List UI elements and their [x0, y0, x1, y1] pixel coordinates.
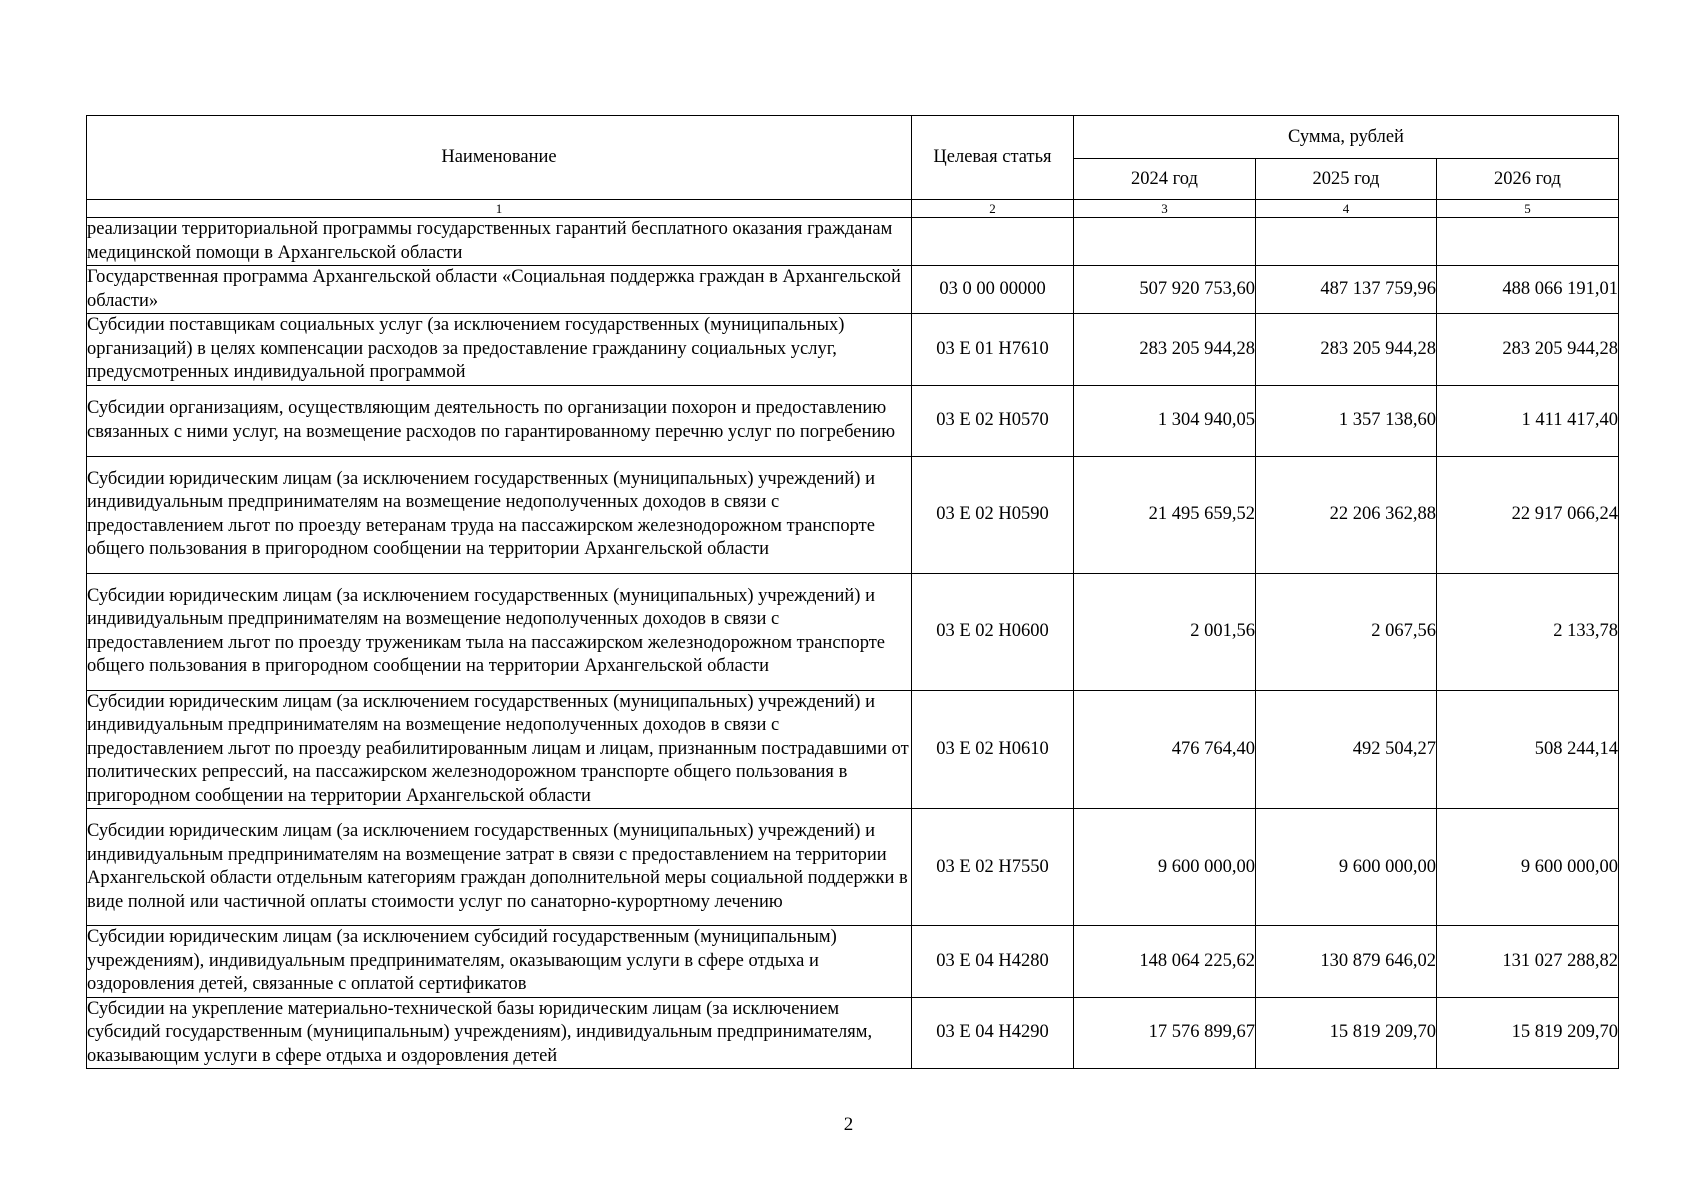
row-amount-2026 — [1437, 218, 1619, 266]
row-name: Субсидии поставщикам социальных услуг (за исключением государственных (муниципальных) организаций) в целях компенсации расходов за предоставление гражданину социальных услуг, предусмотренных индивидуальной программой — [87, 314, 912, 386]
row-name: Субсидии юридическим лицам (за исключением государственных (муниципальных) учреждений) и индивидуальным предпринимателям на возмещение недополученных доходов в связи с предоставлением льгот по проезду труженикам тыла на пассажирском железнодорожном транспорте общего пользования в пригородном сообщении на территории Архангельской области — [87, 573, 912, 690]
row-amount-2025: 283 205 944,28 — [1256, 314, 1437, 386]
row-amount-2024: 1 304 940,05 — [1074, 385, 1256, 456]
row-code: 03 Е 04 Н4280 — [912, 926, 1074, 998]
row-amount-2026: 22 917 066,24 — [1437, 456, 1619, 573]
table-row — [87, 690, 1619, 809]
row-name: Субсидии юридическим лицам (за исключением государственных (муниципальных) учреждений) и индивидуальным предпринимателям на возмещение недополученных доходов в связи с предоставлением льгот по проезду реабилитированным лицам и лицам, признанным пострадавшими от политических репрессий, на пассажирском железнодорожном транспорте общего пользования в пригородном сообщении на территории Архангельской области — [87, 690, 912, 809]
row-amount-2024: 283 205 944,28 — [1074, 314, 1256, 386]
header-row — [87, 116, 1619, 159]
row-code: 03 Е 04 Н4290 — [912, 997, 1074, 1069]
page-number: 2 — [843, 1114, 854, 1135]
row-code — [912, 218, 1074, 266]
header-name: Наименование — [87, 116, 912, 200]
row-amount-2026: 9 600 000,00 — [1437, 809, 1619, 926]
header-year-2025: 2025 год — [1256, 159, 1437, 200]
row-name: реализации территориальной программы государственных гарантий бесплатного оказания гражданам медицинской помощи в Архангельской области — [87, 218, 912, 266]
header-year-2026: 2026 год — [1437, 159, 1619, 200]
row-amount-2025: 1 357 138,60 — [1256, 385, 1437, 456]
row-amount-2024: 507 920 753,60 — [1074, 266, 1256, 314]
row-code: 03 Е 02 Н0570 — [912, 385, 1074, 456]
row-name: Государственная программа Архангельской области «Социальная поддержка граждан в Архангельской области» — [87, 266, 912, 314]
row-amount-2024: 17 576 899,67 — [1074, 997, 1256, 1069]
table-row — [87, 573, 1619, 690]
header-sum-group: Сумма, рублей — [1074, 116, 1619, 159]
row-amount-2025 — [1256, 218, 1437, 266]
column-number-row — [87, 200, 1619, 218]
table-row — [87, 997, 1619, 1069]
column-number: 2 — [912, 200, 1074, 218]
table-row — [87, 266, 1619, 314]
row-code: 03 Е 02 Н7550 — [912, 809, 1074, 926]
row-amount-2024: 21 495 659,52 — [1074, 456, 1256, 573]
table-row — [87, 456, 1619, 573]
row-amount-2024: 2 001,56 — [1074, 573, 1256, 690]
row-code: 03 0 00 00000 — [912, 266, 1074, 314]
row-amount-2025: 9 600 000,00 — [1256, 809, 1437, 926]
row-amount-2025: 2 067,56 — [1256, 573, 1437, 690]
table-row — [87, 809, 1619, 926]
column-number: 3 — [1074, 200, 1256, 218]
header-year-2024: 2024 год — [1074, 159, 1256, 200]
budget-table — [86, 115, 1619, 1069]
table-row — [87, 385, 1619, 456]
row-amount-2025: 22 206 362,88 — [1256, 456, 1437, 573]
column-number: 5 — [1437, 200, 1619, 218]
table-row — [87, 314, 1619, 386]
table-row — [87, 218, 1619, 266]
row-amount-2026: 283 205 944,28 — [1437, 314, 1619, 386]
row-amount-2025: 15 819 209,70 — [1256, 997, 1437, 1069]
table-row — [87, 926, 1619, 998]
row-code: 03 Е 02 Н0610 — [912, 690, 1074, 809]
row-code: 03 Е 02 Н0590 — [912, 456, 1074, 573]
row-amount-2024: 148 064 225,62 — [1074, 926, 1256, 998]
column-number: 1 — [87, 200, 912, 218]
row-amount-2026: 15 819 209,70 — [1437, 997, 1619, 1069]
row-amount-2026: 508 244,14 — [1437, 690, 1619, 809]
row-amount-2025: 487 137 759,96 — [1256, 266, 1437, 314]
row-code: 03 Е 02 Н0600 — [912, 573, 1074, 690]
row-amount-2024: 476 764,40 — [1074, 690, 1256, 809]
row-amount-2026: 1 411 417,40 — [1437, 385, 1619, 456]
row-amount-2025: 492 504,27 — [1256, 690, 1437, 809]
row-name: Субсидии юридическим лицам (за исключением государственных (муниципальных) учреждений) и индивидуальным предпринимателям на возмещение затрат в связи с предоставлением на территории Архангельской области отдельным категориям граждан дополнительной меры социальной поддержки в виде полной или частичной оплаты стоимости услуг по санаторно-курортному лечению — [87, 809, 912, 926]
row-amount-2024 — [1074, 218, 1256, 266]
row-amount-2025: 130 879 646,02 — [1256, 926, 1437, 998]
row-name: Субсидии юридическим лицам (за исключением государственных (муниципальных) учреждений) и индивидуальным предпринимателям на возмещение недополученных доходов в связи с предоставлением льгот по проезду ветеранам труда на пассажирском железнодорожном транспорте общего пользования в пригородном сообщении на территории Архангельской области — [87, 456, 912, 573]
row-name: Субсидии юридическим лицам (за исключением субсидий государственным (муниципальным) учреждениям), индивидуальным предпринимателям, оказывающим услуги в сфере отдыха и оздоровления детей, связанные с оплатой сертификатов — [87, 926, 912, 998]
row-code: 03 Е 01 Н7610 — [912, 314, 1074, 386]
row-name: Субсидии на укрепление материально-технической базы юридическим лицам (за исключением субсидий государственным (муниципальным) учреждениям), индивидуальным предпринимателям, оказывающим услуги в сфере отдыха и оздоровления детей — [87, 997, 912, 1069]
row-amount-2026: 488 066 191,01 — [1437, 266, 1619, 314]
row-amount-2026: 131 027 288,82 — [1437, 926, 1619, 998]
row-amount-2024: 9 600 000,00 — [1074, 809, 1256, 926]
row-amount-2026: 2 133,78 — [1437, 573, 1619, 690]
header-code: Целевая статья — [912, 116, 1074, 200]
column-number: 4 — [1256, 200, 1437, 218]
row-name: Субсидии организациям, осуществляющим деятельность по организации похорон и предоставлению связанных с ними услуг, на возмещение расходов по гарантированному перечню услуг по погребению — [87, 385, 912, 456]
